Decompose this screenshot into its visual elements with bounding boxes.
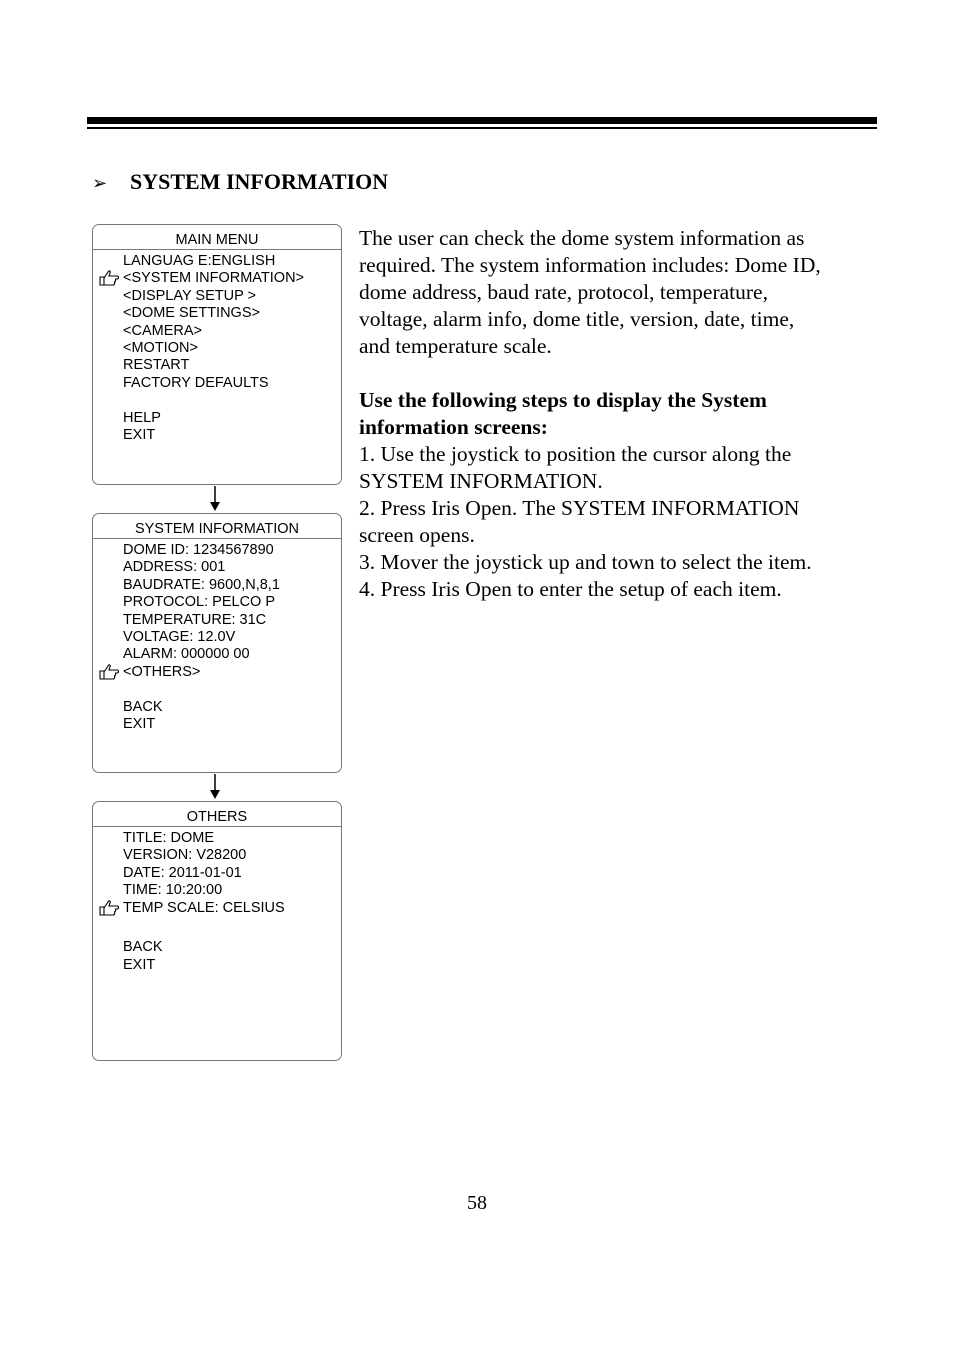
menu-item-label: <SYSTEM INFORMATION> [123,270,305,287]
menu-item-list [93,250,341,444]
menu-item-label: <OTHERS> [123,663,201,680]
pointing-hand-icon [98,663,120,681]
header-rule-thick [87,117,877,124]
menu-item: <DISPLAY SETUP > [123,287,256,304]
intro-line: dome address, baud rate, protocol, temperature, [359,280,768,304]
pointing-hand-icon [98,269,120,287]
menu-item-list [93,539,341,733]
step-line: 4. Press Iris Open to enter the setup of each item. [359,577,782,601]
intro-line: voltage, alarm info, dome title, version, date, time, [359,307,795,331]
menu-item: VOLTAGE: 12.0V [123,628,236,645]
down-arrow-icon [208,486,222,512]
arrow-bullet-icon: ➢ [92,173,108,193]
pointing-hand-icon [98,899,120,917]
menu-item: BACK [123,939,163,956]
steps-heading-line: information screens: [359,415,548,439]
intro-line: required. The system information includes: Dome ID, [359,253,821,277]
menu-item: PROTOCOL: PELCO P [123,594,276,611]
others-panel [92,801,342,1061]
menu-item: FACTORY DEFAULTS [123,374,269,391]
section-heading [92,169,388,195]
menu-item-selected [93,270,341,287]
menu-item: TIME: 10:20:00 [123,882,223,899]
menu-item: RESTART [123,357,190,374]
paragraph-gap [359,360,879,387]
menu-item: HELP [123,409,161,426]
menu-item: BACK [123,698,163,715]
menu-item-selected [93,900,341,917]
down-arrow-icon [208,774,222,800]
menu-item: BAUDRATE: 9600,N,8,1 [123,576,280,593]
menu-item: DATE: 2011-01-01 [123,864,242,881]
step-line: 3. Mover the joystick up and town to select the item. [359,550,812,574]
menu-spacer [93,392,341,409]
intro-line: The user can check the dome system information as [359,226,805,250]
menu-title: MAIN MENU [93,225,341,250]
step-line: 2. Press Iris Open. The SYSTEM INFORMATION [359,496,800,520]
steps-heading-line: Use the following steps to display the System [359,388,767,412]
header-rule-thin [87,127,877,129]
menu-item: DOME ID: 1234567890 [123,542,274,558]
menu-item: TITLE: DOME [123,830,215,846]
menu-item-label: TEMP SCALE: CELSIUS [123,899,285,916]
menu-spacer [93,681,341,698]
menu-item-list [93,827,341,974]
menu-item-selected [93,664,341,681]
menu-spacer [93,917,341,940]
menu-item: VERSION: V28200 [123,847,247,864]
step-line: screen opens. [359,523,475,547]
menu-item: TEMPERATURE: 31C [123,611,267,628]
page-number: 58 [467,1192,487,1214]
menu-item: EXIT [123,426,156,443]
step-line: 1. Use the joystick to position the cursor along the [359,442,792,466]
menu-item: <CAMERA> [123,322,202,339]
system-information-panel [92,513,342,773]
menu-item: ADDRESS: 001 [123,559,226,576]
main-menu-panel [92,224,342,485]
menu-title: SYSTEM INFORMATION [93,514,341,539]
menu-item: LANGUAG E:ENGLISH [123,253,276,269]
menu-title: OTHERS [93,802,341,827]
section-title: SYSTEM INFORMATION [130,169,389,194]
description-text [359,225,879,603]
menu-item: EXIT [123,956,156,973]
menu-item: EXIT [123,715,156,732]
step-line: SYSTEM INFORMATION. [359,469,603,493]
menu-item: <DOME SETTINGS> [123,305,260,322]
menu-item: <MOTION> [123,339,198,356]
intro-line: and temperature scale. [359,334,552,358]
menu-item: ALARM: 000000 00 [123,646,250,663]
